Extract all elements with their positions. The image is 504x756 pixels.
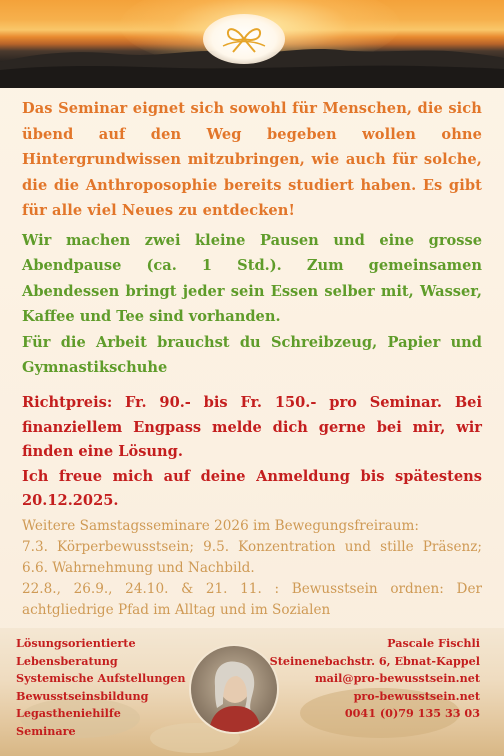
ribbon-bow-icon [219, 22, 269, 56]
registration-paragraph: Ich freue mich auf deine Anmeldung bis spätestens 20.12.2025. [22, 467, 482, 510]
equipment-paragraph: Für die Arbeit brauchst du Schreibzeug, Papier und Gymnastikschuhe [22, 333, 482, 377]
schedule-section [22, 228, 482, 380]
contact-email-link[interactable]: mail@pro-bewusstsein.net [314, 671, 480, 686]
contact-name: Pascale Fischli [387, 636, 480, 650]
service-item: Systemische Aufstellungen [16, 671, 186, 686]
service-item: Seminare [16, 723, 76, 738]
service-item: Bewusstseinsbildung [16, 688, 149, 703]
contact-address: Steinenebachstr. 6, Ebnat-Kappel [269, 653, 480, 668]
intro-paragraph: Das Seminar eignet sich sowohl für Menschen, die sich übend auf den Weg begeben wollen ohne Hintergrundwissen mitzubringen, wie auch für solche, die die Anthroposophie bereits studiert haben. Es gibt für alle viel Neues zu entdecken! [22, 100, 482, 220]
contact-phone[interactable]: 0041 (0)79 135 33 03 [344, 706, 480, 721]
service-item: Lösungsorientierte [16, 636, 136, 650]
portrait-photo [191, 646, 277, 732]
price-paragraph: Richtpreis: Fr. 90.- bis Fr. 150.- pro Seminar. Bei finanziellem Engpass melde dich gerne bei mir, wir finden eine Lösung. [22, 394, 482, 461]
price-section [22, 391, 482, 514]
further-seminars-section [22, 516, 482, 621]
contact-block [270, 635, 480, 723]
sunset-header [0, 0, 504, 88]
person-silhouette [191, 646, 277, 732]
service-item: Legastheniehilfe [16, 706, 121, 721]
breaks-paragraph: Wir machen zwei kleine Pausen und eine grosse Abendpause (ca. 1 Std.). Zum gemeinsamen Abendessen bringt jeder sein Essen selber mit, Wasser, Kaffee und Tee sind vorhanden. [22, 232, 482, 326]
further-seminars-list-2: 22.8., 26.9., 24.10. & 21. 11. : Bewusstsein ordnen: Der achtgliedrige Pfad im Alltag und im Sozialen [22, 581, 482, 618]
logo-badge [203, 14, 285, 64]
further-seminars-list-1: 7.3. Körperbewusstsein; 9.5. Konzentration und stille Präsenz; 6.6. Wahrnehmung und Nachbild. [22, 539, 482, 576]
service-item: Lebensberatung [16, 653, 118, 668]
services-list [16, 635, 186, 741]
contact-website-link[interactable]: pro-bewusstsein.net [353, 688, 480, 703]
further-seminars-heading: Weitere Samstagsseminare 2026 im Bewegungsfreiraum: [22, 518, 419, 534]
